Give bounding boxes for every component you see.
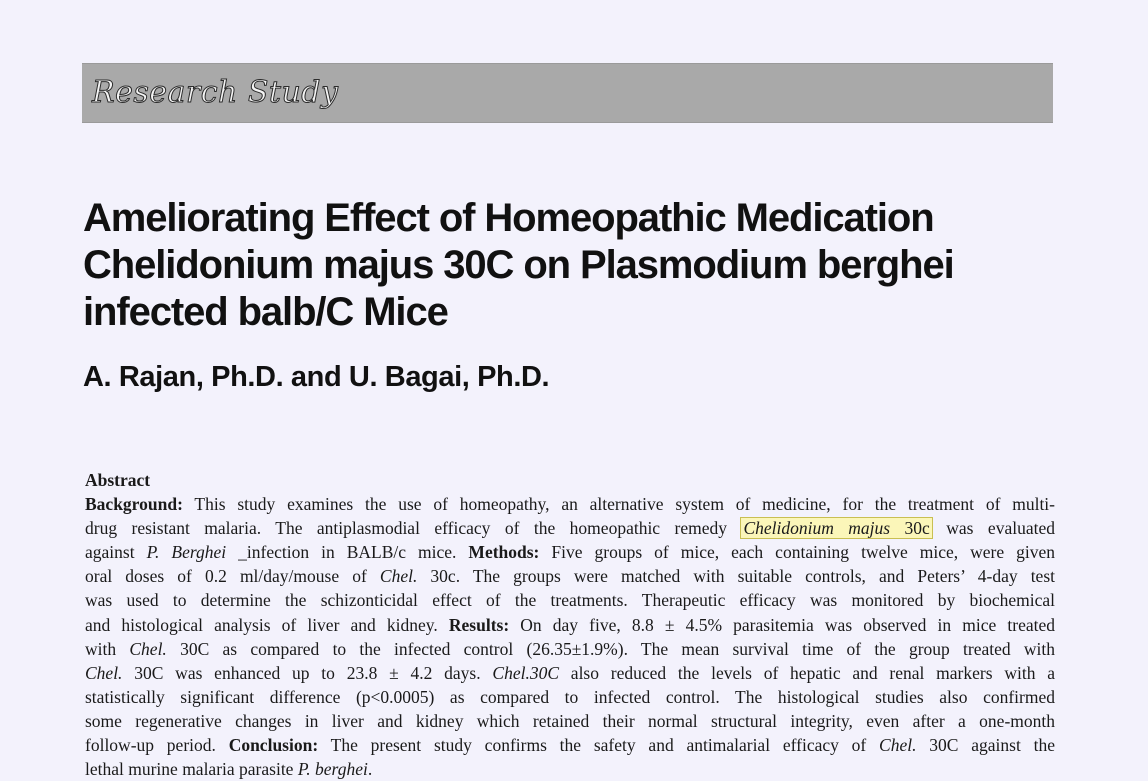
abstract-heading: Abstract (85, 470, 151, 490)
title-line: Ameliorating Effect of Homeopathic Medication (83, 196, 934, 240)
abstract-text: _infection in BALB/c mice. (226, 542, 469, 563)
abstract-section-label: Conclusion: (228, 735, 319, 756)
abstract-text: 30C against the (916, 735, 1055, 756)
abstract-text: Chel. (879, 735, 917, 756)
abstract-text: statistically significant difference (p<0.0005) as compared to infected control. The histological studies also confirmed (85, 686, 1055, 707)
abstract-text: with (85, 638, 130, 659)
abstract-text: P. Berghei (146, 542, 227, 563)
abstract-text: was used to determine the schizonticidal effect of the treatments. Therapeutic efficacy was monitored by biochemical (85, 590, 1055, 611)
banner-label: Research Study (92, 75, 339, 110)
abstract-body (85, 492, 1055, 781)
article-title (83, 195, 1083, 336)
abstract-text: and histological analysis of liver and kidney. (85, 614, 449, 635)
abstract-text: Chel. (85, 662, 123, 683)
highlighted-remedy (741, 518, 931, 538)
abstract-text: lethal murine malaria parasite (85, 759, 298, 780)
abstract-text: P. berghei (297, 759, 368, 780)
abstract-text: follow-up period. (85, 735, 229, 756)
abstract-line (85, 685, 1055, 709)
abstract-text: against (85, 542, 147, 563)
abstract-text: Chel. (379, 566, 418, 587)
abstract-text: The present study confirms the safety and antimalarial efficacy of (318, 735, 880, 756)
title-line: infected balb/C Mice (83, 290, 448, 334)
abstract-line (85, 757, 1055, 781)
abstract-line (85, 540, 1055, 564)
abstract-text: This study examines the use of homeopathy, an alternative system of medicine, for the treatment of multi- (182, 494, 1055, 515)
abstract-line (85, 661, 1055, 685)
abstract-text: On day five, 8.8 ± 4.5% parasitemia was observed in mice treated (509, 614, 1055, 635)
abstract-line (85, 516, 1055, 540)
abstract-text: Chel. (129, 638, 167, 659)
abstract-line (85, 492, 1055, 516)
abstract-section-label: Methods: (468, 542, 540, 563)
abstract-line (85, 709, 1055, 733)
abstract-text: Chelidonium majus (743, 518, 891, 539)
abstract-text: also reduced the levels of hepatic and renal markers with a (559, 662, 1055, 683)
section-banner (82, 63, 1053, 123)
abstract-text: 30C was enhanced up to 23.8 ± 4.2 days. (122, 662, 493, 683)
abstract-text: 30c (890, 518, 930, 539)
abstract-text: 30C as compared to the infected control (26.35±1.9%). The mean survival time of the group treated with (166, 638, 1055, 659)
abstract-line (85, 564, 1055, 588)
abstract-section (85, 468, 1055, 781)
abstract-text: 30c. The groups were matched with suitable controls, and Peters’ 4-day test (417, 566, 1055, 587)
abstract-section-label: Results: (448, 614, 510, 635)
abstract-text: Chel.30C (492, 662, 560, 683)
abstract-text: some regenerative changes in liver and kidney which retained their normal structural integrity, even after a one-month (85, 710, 1055, 731)
abstract-line (85, 733, 1055, 757)
abstract-text: Five groups of mice, each containing twelve mice, were given (539, 542, 1055, 563)
abstract-line (85, 613, 1055, 637)
abstract-text: . (367, 759, 373, 780)
abstract-text: oral doses of 0.2 ml/day/mouse of (85, 566, 380, 587)
abstract-line (85, 588, 1055, 612)
author-byline: A. Rajan, Ph.D. and U. Bagai, Ph.D. (83, 361, 550, 393)
abstract-section-label: Background: (85, 494, 183, 515)
abstract-text: was evaluated (931, 518, 1055, 539)
abstract-text: drug resistant malaria. The antiplasmodial efficacy of the homeopathic remedy (85, 518, 742, 539)
abstract-line (85, 637, 1055, 661)
title-line: Chelidonium majus 30C on Plasmodium berghei (83, 243, 954, 287)
